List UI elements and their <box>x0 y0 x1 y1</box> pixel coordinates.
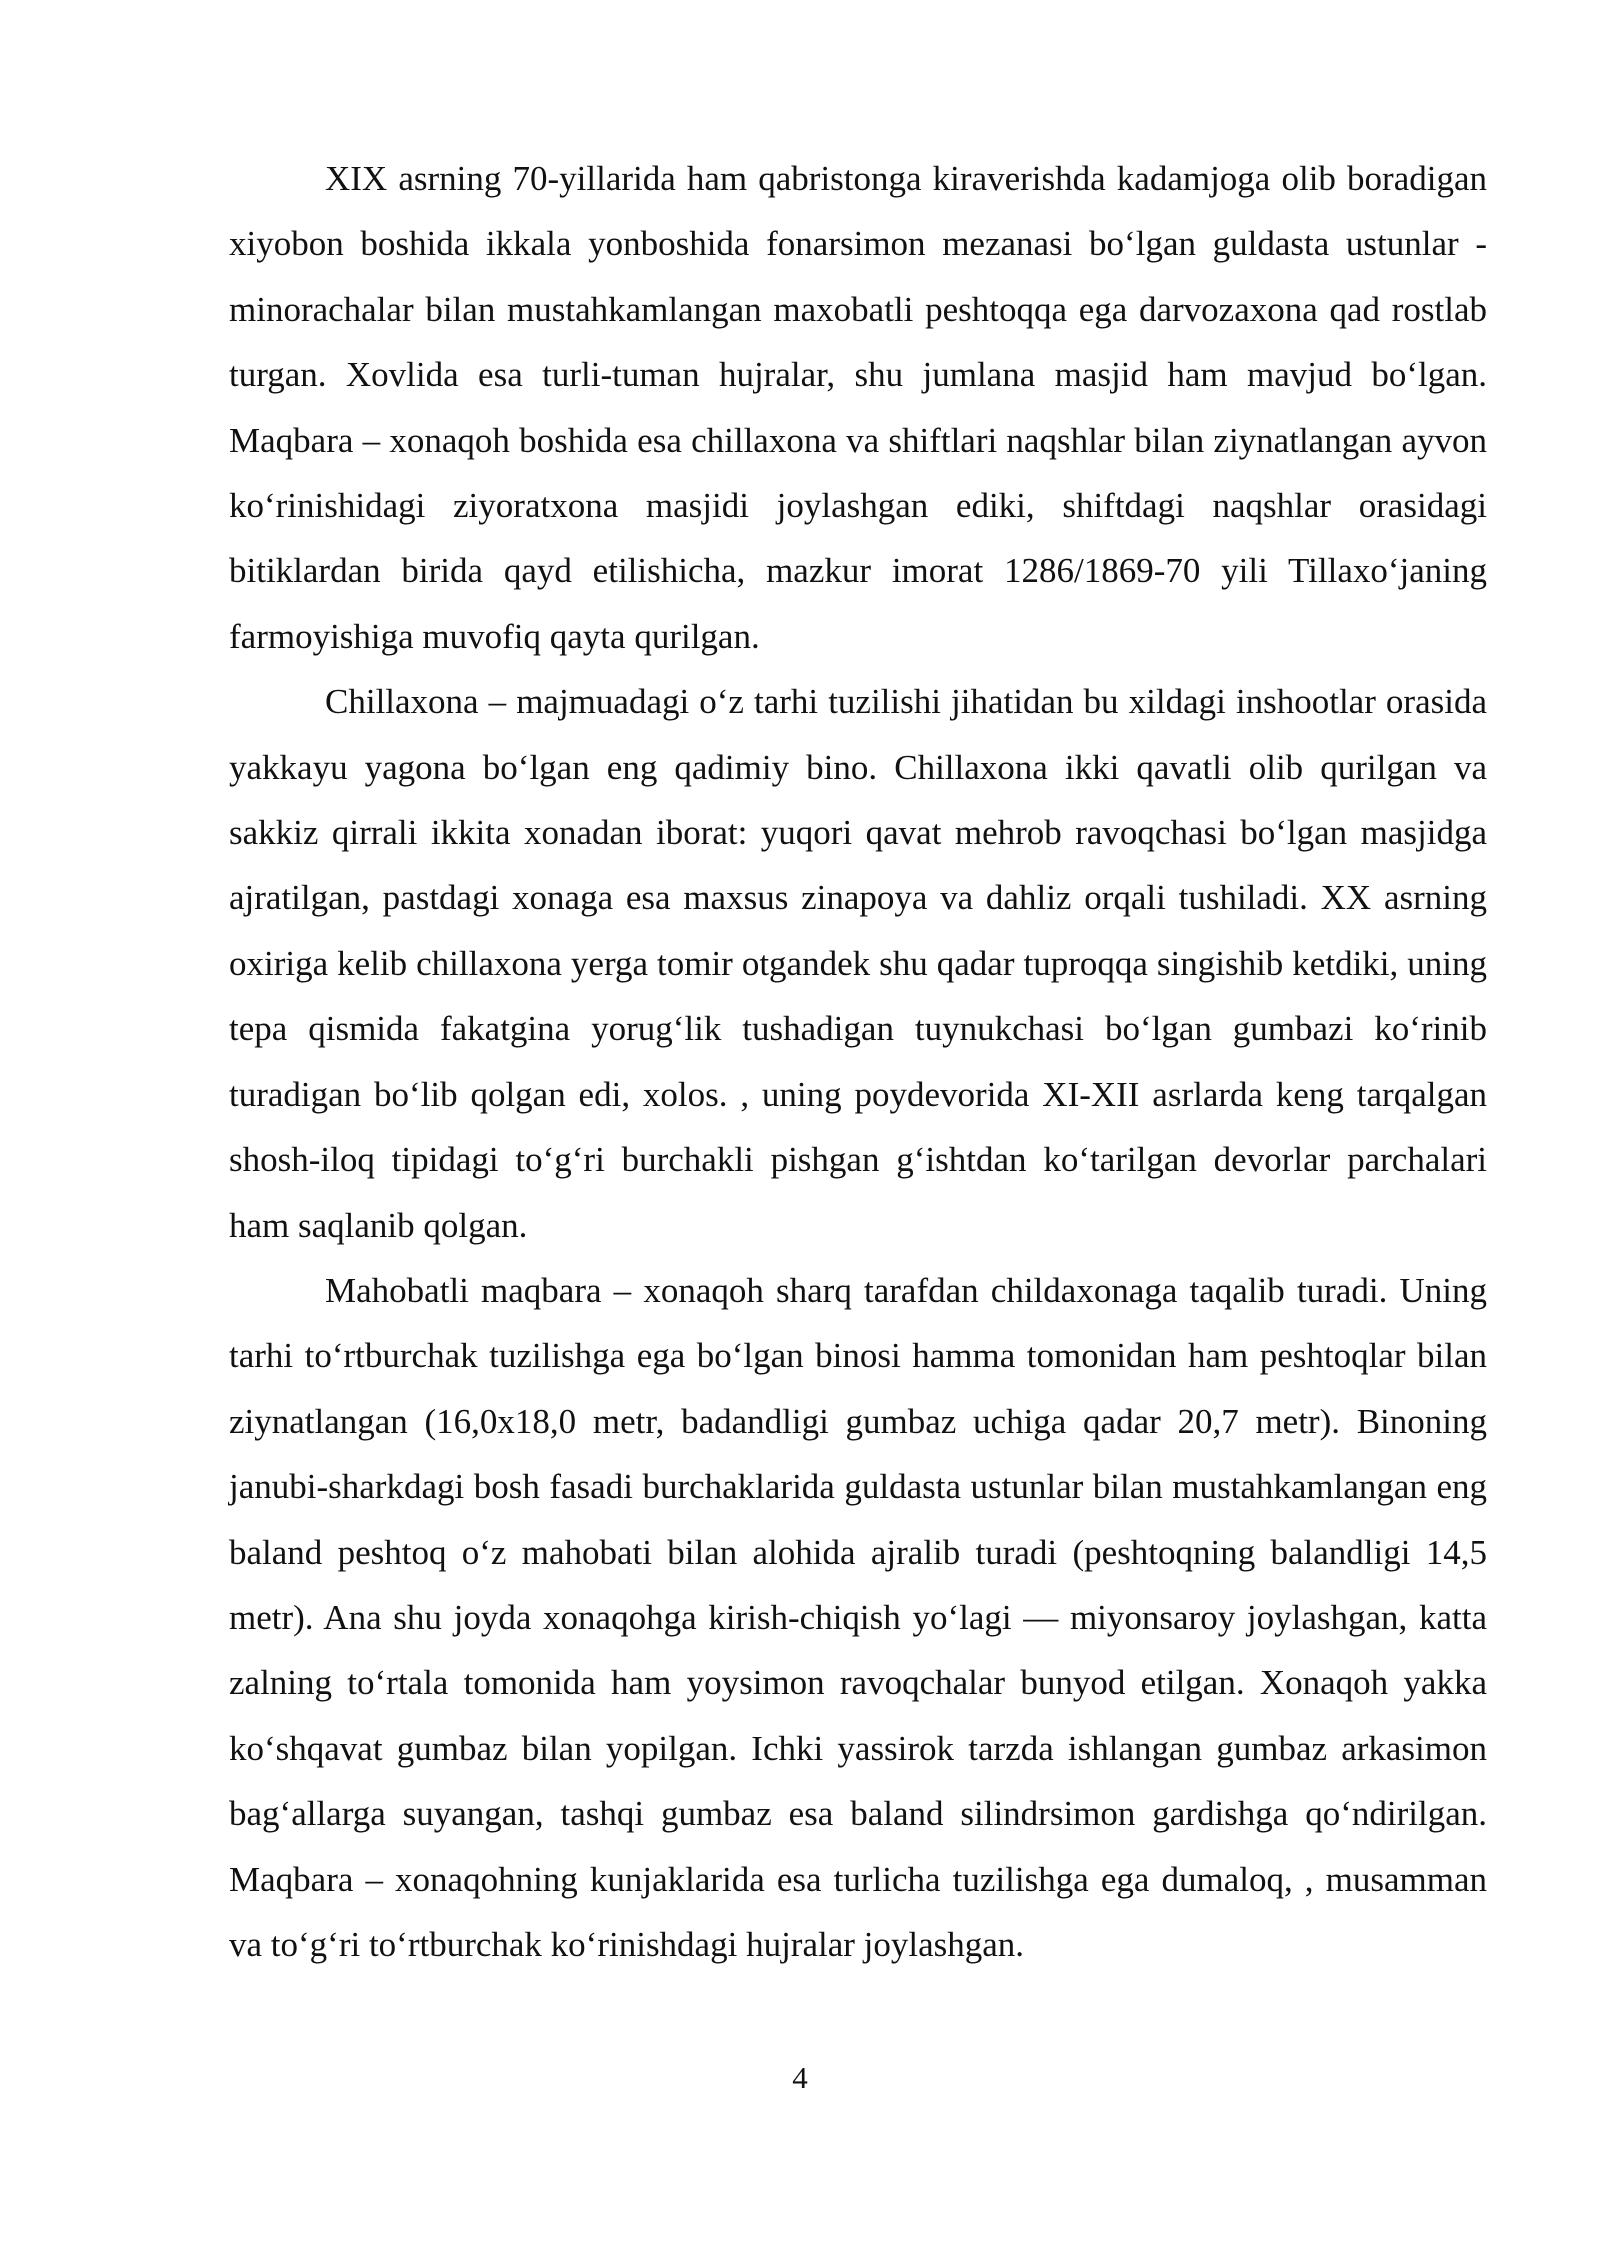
paragraph-3: Mahobatli maqbara – xonaqoh sharq tarafdan childaxonaga taqalib turadi. Uning tarhi to‘rtburchak tuzilishga ega bo‘lgan binosi hamma tomonidan ham peshtoqlar bilan ziynatlangan (16,0x18,0 metr, badandligi gumbaz uchiga qadar 20,7 metr). Binoning janubi-sharkdagi bosh fasadi burchaklarida guldasta ustunlar bilan mustahkamlangan eng baland peshtoq o‘z mahobati bilan alohida ajralib turadi (peshtoqning balandligi 14,5 metr). Ana shu joyda xonaqohga kirish-chiqish yo‘lagi — miyonsaroy joylashgan, katta zalning to‘rtala tomonida ham yoysimon ravoqchalar bunyod etilgan. Xonaqoh yakka ko‘shqavat gumbaz bilan yopilgan. Ichki yassirok tarzda ishlangan gumbaz arkasimon bag‘allarga suyangan, tashqi gumbaz esa baland silindrsimon gardishga qo‘ndirilgan. Maqbara – xonaqohning kunjaklarida esa turlicha tuzilishga ega dumaloq, , musamman va to‘g‘ri to‘rtburchak ko‘rinishdagi hujralar joylashgan. <box>229 1270 1487 1964</box>
paragraph-2: Chillaxona – majmuadagi o‘z tarhi tuzilishi jihatidan bu xildagi inshootlar orasida yakkayu yagona bo‘lgan eng qadimiy bino. Chillaxona ikki qavatli olib qurilgan va sakkiz qirrali ikkita xonadan iborat: yuqori qavat mehrob ravoqchasi bo‘lgan masjidga ajratilgan, pastdagi xonaga esa maxsus zinapoya va dahliz orqali tushiladi. XX asrning oxiriga kelib chillaxona yerga tomir otgandek shu qadar tuproqqa singishib ketdiki, uning tepa qismida fakatgina yorug‘lik tushadigan tuynukchasi bo‘lgan gumbazi ko‘rinib turadigan bo‘lib qolgan edi, xolos. , uning poydevorida XI-XII asrlarda keng tarqalgan shosh-iloq tipidagi to‘g‘ri burchakli pishgan g‘ishtdan ko‘tarilgan devorlar parchalari ham saqlanib qolgan. <box>229 682 1487 1245</box>
page-number: 4 <box>792 2060 808 2095</box>
paragraph-1: XIX asrning 70-yillarida ham qabristonga kiraverishda kadamjoga olib boradigan xiyobon boshida ikkala yonboshida fonarsimon mezanasi bo‘lgan guldasta ustunlar - minorachalar bilan mustahkamlangan maxobatli peshtoqqa ega darvozaxona qad rostlab turgan. Xovlida esa turli-tuman hujralar, shu jumlana masjid ham mavjud bo‘lgan. Maqbara – xonaqoh boshida esa chillaxona va shiftlari naqshlar bilan ziynatlangan ayvon ko‘rinishidagi ziyoratxona masjidi joylashgan ediki, shiftdagi naqshlar orasidagi bitiklardan birida qayd etilishicha, mazkur imorat 1286/1869-70 yili Tillaxo‘janing farmoyishiga muvofiq qayta qurilgan. <box>229 159 1487 656</box>
body-text <box>229 146 1487 1977</box>
